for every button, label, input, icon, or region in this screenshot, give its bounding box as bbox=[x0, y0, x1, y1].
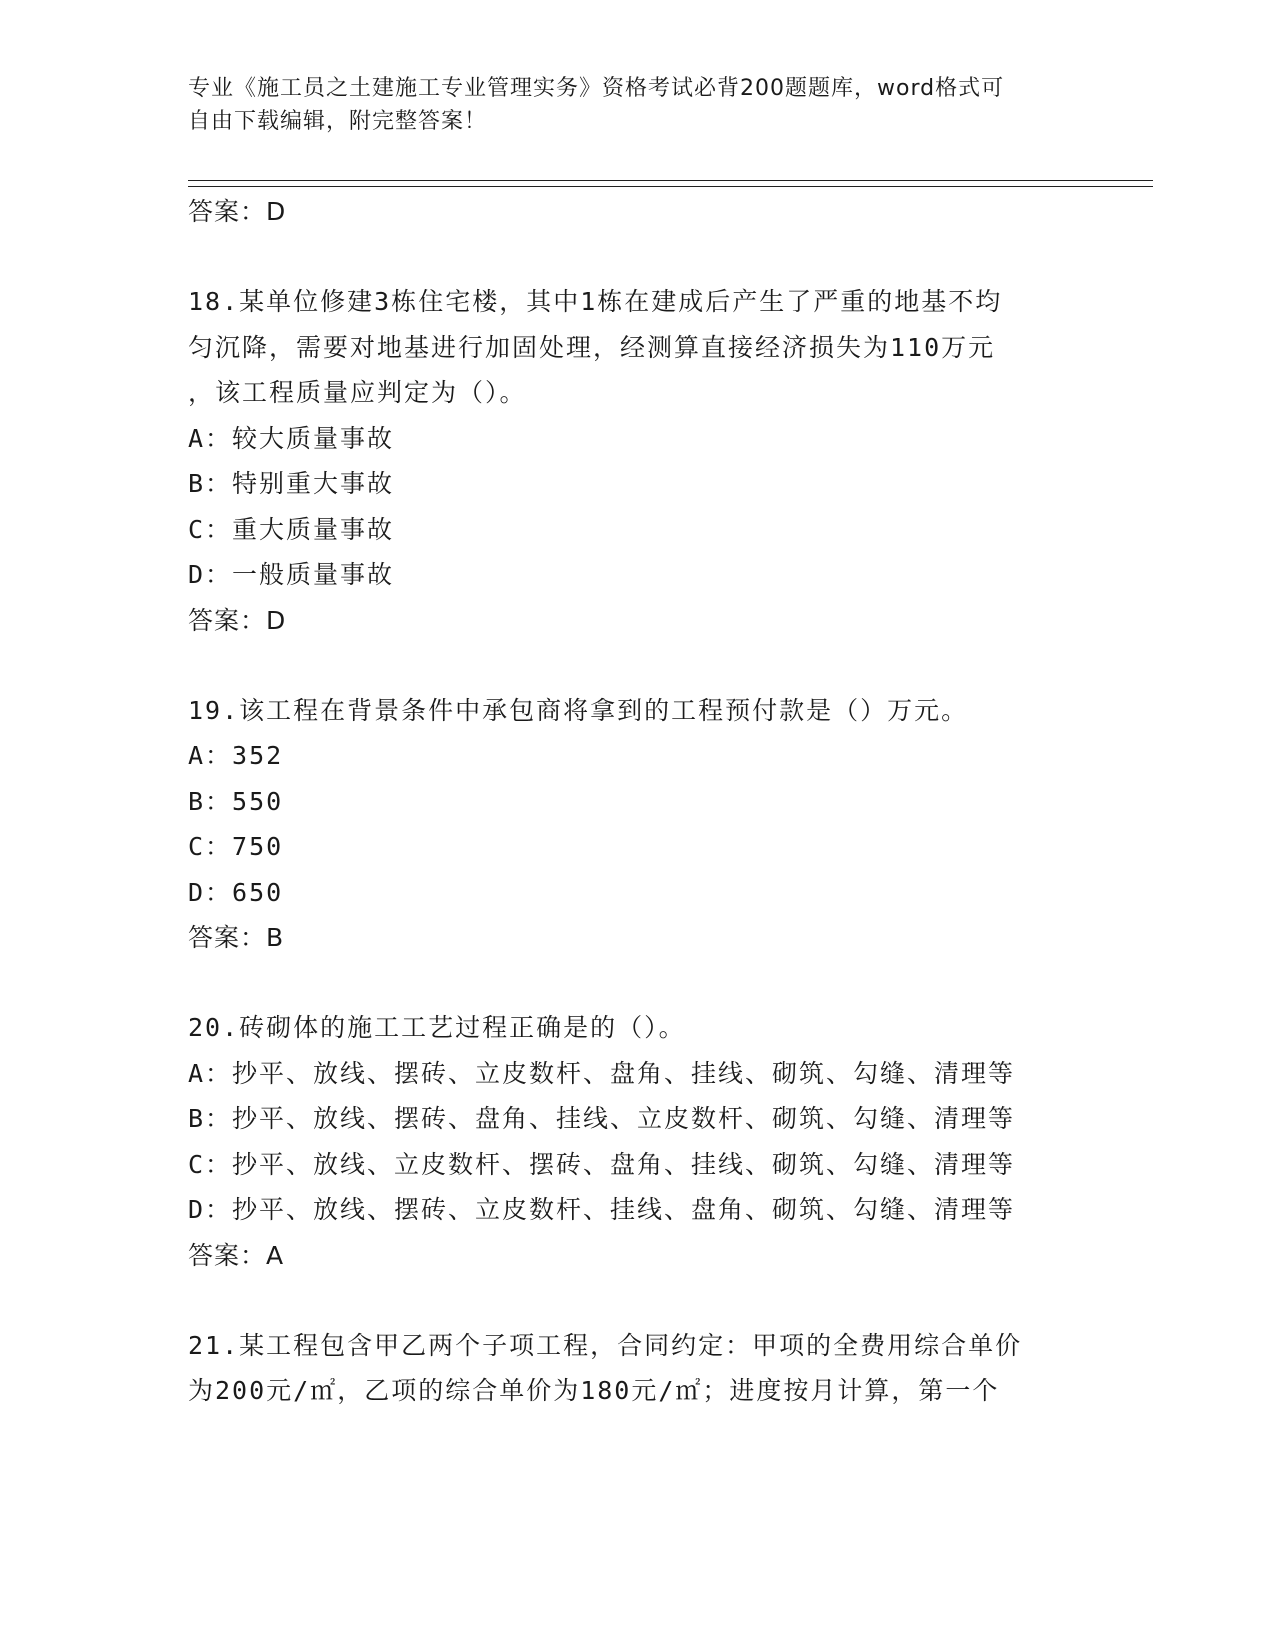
header-divider-bottom bbox=[188, 186, 1153, 187]
option-c: C：750 bbox=[188, 832, 284, 861]
answer-line: 答案：A bbox=[188, 1240, 285, 1270]
question-21 bbox=[188, 1323, 1088, 1414]
previous-answer: 答案：D bbox=[188, 197, 287, 226]
question-text-line: 18.某单位修建3栋住宅楼，其中1栋在建成后产生了严重的地基不均 bbox=[188, 287, 1003, 316]
option-b: B：特别重大事故 bbox=[188, 469, 395, 498]
question-text-line: ，该工程质量应判定为（）。 bbox=[188, 378, 527, 407]
question-text-line: 20.砖砌体的施工工艺过程正确是的（）。 bbox=[188, 1013, 686, 1042]
option-a: A：较大质量事故 bbox=[188, 423, 395, 453]
answer-line: 答案：D bbox=[188, 605, 287, 635]
option-d: D：650 bbox=[188, 877, 284, 907]
question-19 bbox=[188, 688, 1088, 961]
answer-line: 答案：B bbox=[188, 923, 285, 952]
header-line-2: 自由下载编辑，附完整答案！ bbox=[188, 109, 488, 134]
option-c: C：重大质量事故 bbox=[188, 514, 395, 544]
option-d: D：一般质量事故 bbox=[188, 560, 395, 589]
question-text-line: 匀沉降，需要对地基进行加固处理，经测算直接经济损失为110万元 bbox=[188, 332, 996, 362]
option-a: A：抄平、放线、摆砖、立皮数杆、盘角、挂线、砌筑、勾缝、清理等 bbox=[188, 1058, 1016, 1088]
question-list bbox=[188, 189, 1088, 1414]
option-d: D：抄平、放线、摆砖、立皮数杆、挂线、盘角、砌筑、勾缝、清理等 bbox=[188, 1195, 1016, 1224]
question-text-line: 21.某工程包含甲乙两个子项工程，合同约定：甲项的全费用综合单价 bbox=[188, 1330, 1023, 1360]
option-b: B：抄平、放线、摆砖、盘角、挂线、立皮数杆、砌筑、勾缝、清理等 bbox=[188, 1104, 1016, 1133]
question-text-line: 为200元/㎡，乙项的综合单价为180元/㎡；进度按月计算，第一个 bbox=[188, 1376, 1000, 1405]
option-b: B：550 bbox=[188, 786, 284, 816]
header-line-1: 专业《施工员之土建施工专业管理实务》资格考试必背200题题库，word格式可 bbox=[188, 76, 1005, 101]
document-header bbox=[188, 72, 1068, 138]
question-text-line: 19.该工程在背景条件中承包商将拿到的工程预付款是（）万元。 bbox=[188, 695, 969, 725]
question-20 bbox=[188, 1005, 1088, 1278]
question-18 bbox=[188, 279, 1088, 643]
option-c: C：抄平、放线、立皮数杆、摆砖、盘角、挂线、砌筑、勾缝、清理等 bbox=[188, 1149, 1016, 1179]
option-a: A：352 bbox=[188, 741, 284, 770]
header-divider-top bbox=[188, 180, 1153, 181]
